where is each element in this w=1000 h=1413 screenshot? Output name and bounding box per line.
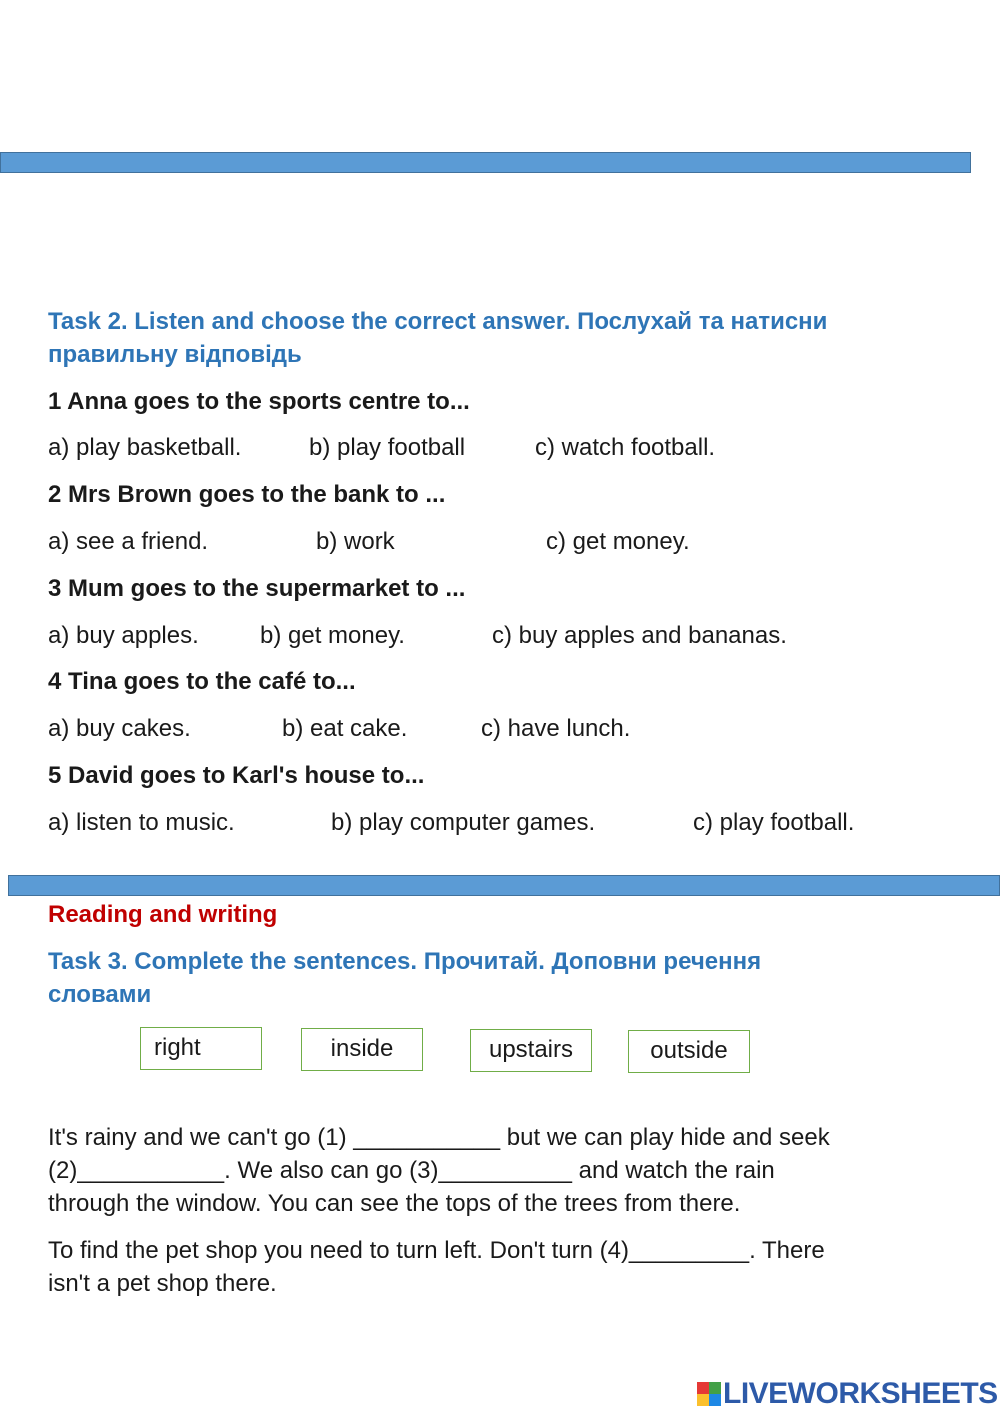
q3-option-a[interactable]: a) buy apples.	[48, 622, 199, 649]
q3-option-c[interactable]: c) buy apples and bananas.	[492, 622, 787, 649]
question-2: 2 Mrs Brown goes to the bank to ...	[48, 481, 446, 508]
paragraph-1-line1: It's rainy and we can't go (1) ___________ but we can play hide and seek	[48, 1124, 830, 1151]
q5-option-a[interactable]: a) listen to music.	[48, 809, 235, 836]
q5-option-b[interactable]: b) play computer games.	[331, 809, 596, 836]
word-outside: outside	[650, 1037, 728, 1064]
task3-title-line2: словами	[48, 981, 152, 1008]
question-1: 1 Anna goes to the sports centre to...	[48, 388, 470, 415]
word-upstairs: upstairs	[488, 1036, 574, 1063]
logo-text: LIVEWORKSHEETS	[723, 1377, 998, 1410]
q4-option-b[interactable]: b) eat cake.	[282, 715, 408, 742]
word-inside: inside	[330, 1035, 394, 1062]
q2-option-b[interactable]: b) work	[316, 528, 395, 555]
q1-option-a[interactable]: a) play basketball.	[48, 434, 242, 461]
word-box-right[interactable]	[140, 1027, 262, 1070]
paragraph-1	[48, 1121, 948, 1220]
question-3: 3 Mum goes to the supermarket to ...	[48, 575, 466, 602]
q1-option-b[interactable]: b) play football	[309, 434, 466, 461]
q2-option-a[interactable]: a) see a friend.	[48, 528, 209, 555]
q4-option-a[interactable]: a) buy cakes.	[48, 715, 191, 742]
liveworksheets-logo	[697, 1378, 998, 1410]
word-box-inside[interactable]	[301, 1028, 423, 1071]
word-box-upstairs[interactable]	[470, 1029, 592, 1072]
paragraph-2-line2: isn't a pet shop there.	[48, 1270, 277, 1297]
q2-option-c[interactable]: c) get money.	[546, 528, 690, 555]
word-box-outside[interactable]	[628, 1030, 750, 1073]
top-divider-bar	[0, 152, 971, 173]
question-4: 4 Tina goes to the café to...	[48, 668, 356, 695]
section-title: Reading and writing	[48, 901, 278, 928]
task3-title-line1: Task 3. Complete the sentences. Прочитай. Доповни речення	[48, 948, 762, 975]
word-right: right	[154, 1034, 201, 1061]
question-5: 5 David goes to Karl's house to...	[48, 762, 425, 789]
paragraph-2	[48, 1234, 948, 1300]
task2-title	[48, 305, 827, 371]
task2-title-line2: правильну відповідь	[48, 341, 302, 368]
task2-title-line1: Task 2. Listen and choose the correct answer. Послухай та натисни	[48, 308, 828, 335]
q4-option-c[interactable]: c) have lunch.	[481, 715, 631, 742]
task3-title	[48, 945, 761, 1011]
q5-option-c[interactable]: c) play football.	[693, 809, 855, 836]
logo-mark-icon	[697, 1382, 721, 1406]
paragraph-1-line3: through the window. You can see the tops of the trees from there.	[48, 1190, 741, 1217]
middle-divider-bar	[8, 875, 1000, 896]
q3-option-b[interactable]: b) get money.	[260, 622, 405, 649]
paragraph-1-line2: (2)___________. We also can go (3)__________ and watch the rain	[48, 1157, 775, 1184]
paragraph-2-line1: To find the pet shop you need to turn left. Don't turn (4)_________. There	[48, 1237, 825, 1264]
q1-option-c[interactable]: c) watch football.	[535, 434, 716, 461]
